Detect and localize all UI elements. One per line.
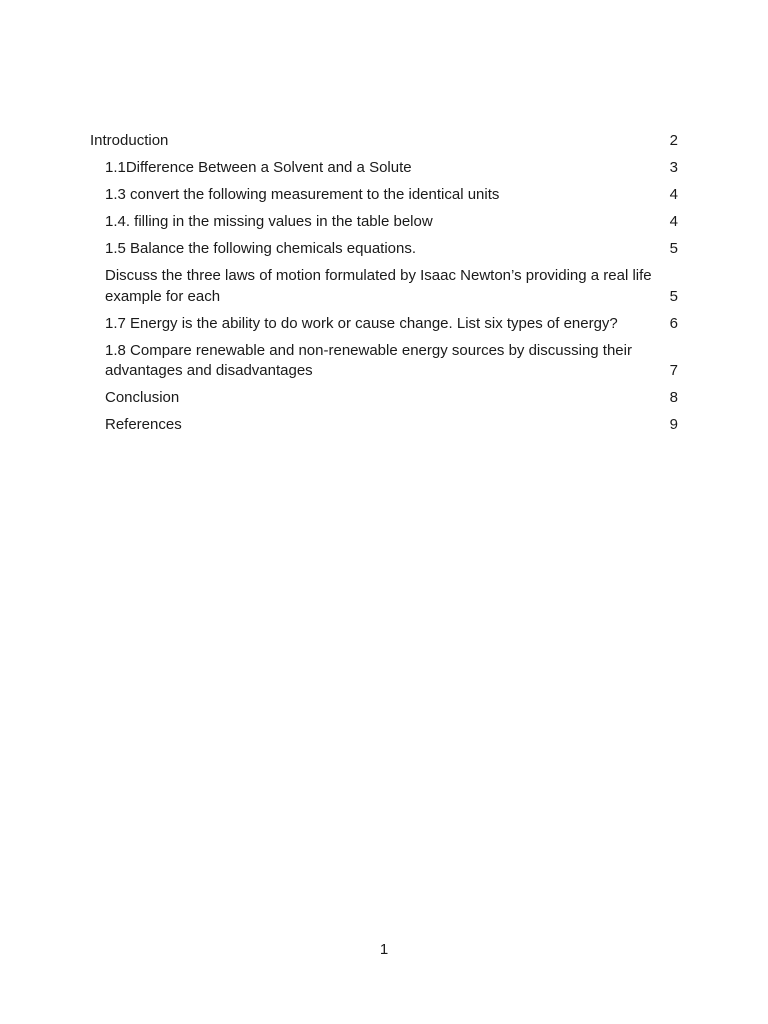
toc-entry-references[interactable] xyxy=(90,415,678,436)
toc-entry-title: 1.5 Balance the following chemicals equations. xyxy=(105,240,417,257)
toc-entry-title: 1.7 Energy is the ability to do work or cause change. List six types of energy? xyxy=(105,314,618,332)
page-number: 1 xyxy=(379,941,389,958)
toc-entry-introduction[interactable] xyxy=(90,131,678,152)
toc-entry-missing-values[interactable] xyxy=(90,212,678,233)
toc-entry-convert-measurement[interactable] xyxy=(90,185,678,206)
toc-entry-title: Introduction xyxy=(90,132,169,149)
toc-entry-types-of-energy[interactable] xyxy=(90,314,678,335)
toc-entry-page: 6 xyxy=(669,314,678,332)
toc-entry-laws-of-motion[interactable] xyxy=(90,266,678,307)
toc-entry-page: 4 xyxy=(669,186,678,203)
toc-entry-title: 1.3 convert the following measurement to the identical units xyxy=(105,186,500,203)
toc-entry-conclusion[interactable] xyxy=(90,388,678,409)
toc-entry-title: 1.1Difference Between a Solvent and a Solute xyxy=(105,159,412,176)
toc-entry-page: 9 xyxy=(669,416,678,433)
toc-entry-balance-equations[interactable] xyxy=(90,239,678,260)
toc-entry-page: 4 xyxy=(669,213,678,230)
toc-entry-page: 3 xyxy=(669,159,678,176)
toc-entry-page: 5 xyxy=(669,287,678,305)
toc-entry-page: 2 xyxy=(669,132,678,149)
toc-entry-renewable-energy[interactable] xyxy=(90,341,678,382)
table-of-contents xyxy=(90,131,678,442)
toc-entry-title: 1.4. filling in the missing values in the table below xyxy=(105,213,433,230)
toc-entry-solvent-solute[interactable] xyxy=(90,158,678,179)
toc-entry-page: 5 xyxy=(669,240,678,257)
toc-entry-title: 1.8 Compare renewable and non-renewable energy sources by discussing their advantages and disadvantages xyxy=(105,341,632,379)
toc-entry-title: Conclusion xyxy=(105,389,180,406)
toc-entry-page: 7 xyxy=(669,362,678,379)
toc-entry-page: 8 xyxy=(669,389,678,406)
toc-entry-title: Discuss the three laws of motion formulated by Isaac Newton’s providing a real life example for each xyxy=(105,267,652,305)
toc-entry-title: References xyxy=(105,416,182,433)
